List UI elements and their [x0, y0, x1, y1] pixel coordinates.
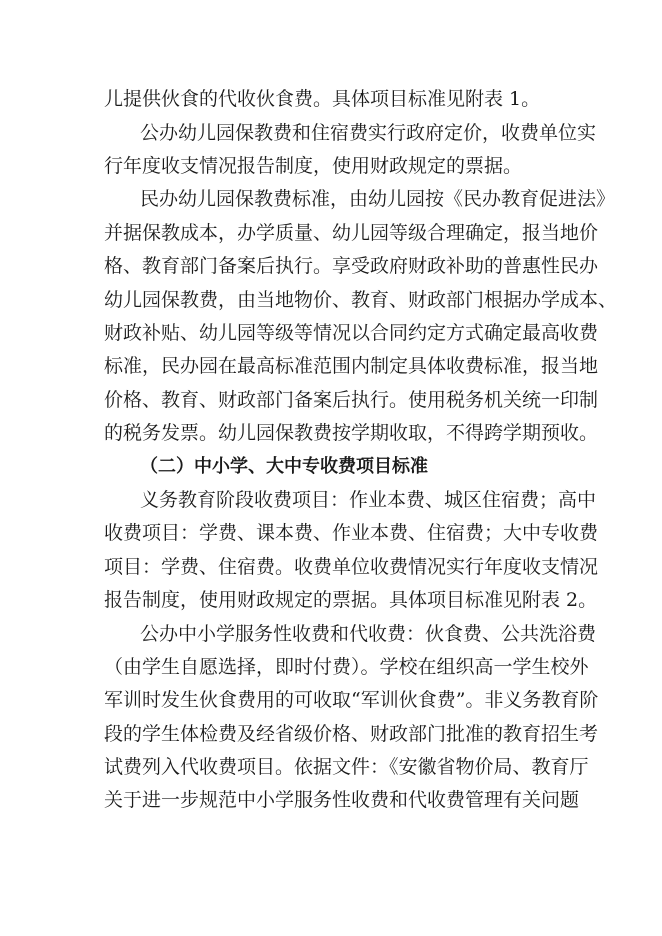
paragraph-line: 儿提供伙食的代收伙食费。具体项目标准见附表 1。 [104, 88, 541, 110]
paragraph-line: 价格、教育、财政部门备案后执行。使用税务机关统一印制 [104, 389, 599, 411]
paragraph-line: 公办幼儿园保教费和住宿费实行政府定价，收费单位实 [140, 122, 597, 144]
paragraph-line: 并据保教成本，办学质量、幼儿园等级合理确定，报当地价 [104, 222, 599, 244]
paragraph-line: 民办幼儿园保教费标准，由幼儿园按《民办教育促进法》 [140, 188, 616, 210]
paragraph-line: 幼儿园保教费，由当地物价、教育、财政部门根据办学成本、 [104, 289, 618, 311]
paragraph-line: 报告制度，使用财政规定的票据。具体项目标准见附表 2。 [104, 589, 598, 611]
paragraph-line: 行年度收支情况报告制度，使用财政规定的票据。 [104, 155, 523, 177]
paragraph-line: 试费列入代收费项目。依据文件：《安徽省物价局、教育厅 [104, 756, 589, 778]
paragraph-line: 段的学生体检费及经省级价格、财政部门批准的教育招生考 [104, 723, 599, 745]
paragraph-line: 财政补贴、幼儿园等级等情况以合同约定方式确定最高收费 [104, 322, 599, 344]
paragraph-line: （由学生自愿选择，即时付费）。学校在组织高一学生校外 [104, 656, 589, 678]
section-heading: （二）中小学、大中专收费项目标准 [140, 456, 428, 477]
paragraph-line: 关于进一步规范中小学服务性收费和代收费管理有关问题 [104, 789, 580, 811]
paragraph-line: 标准，民办园在最高标准范围内制定具体收费标准，报当地 [104, 355, 599, 377]
paragraph-line: 义务教育阶段收费项目：作业本费、城区住宿费；高中 [140, 489, 597, 511]
paragraph-line: 项目：学费、住宿费。收费单位收费情况实行年度收支情况 [104, 556, 599, 578]
paragraph-line: 格、教育部门备案后执行。享受政府财政补助的普惠性民办 [104, 255, 599, 277]
paragraph-line: 公办中小学服务性收费和代收费：伙食费、公共洗浴费 [140, 623, 597, 645]
paragraph-line: 收费项目：学费、课本费、作业本费、住宿费；大中专收费 [104, 522, 599, 544]
paragraph-line: 军训时发生伙食费用的可收取“军训伙食费”。非义务教育阶 [104, 689, 599, 711]
paragraph-line: 的税务发票。幼儿园保教费按学期收取，不得跨学期预收。 [104, 422, 599, 444]
